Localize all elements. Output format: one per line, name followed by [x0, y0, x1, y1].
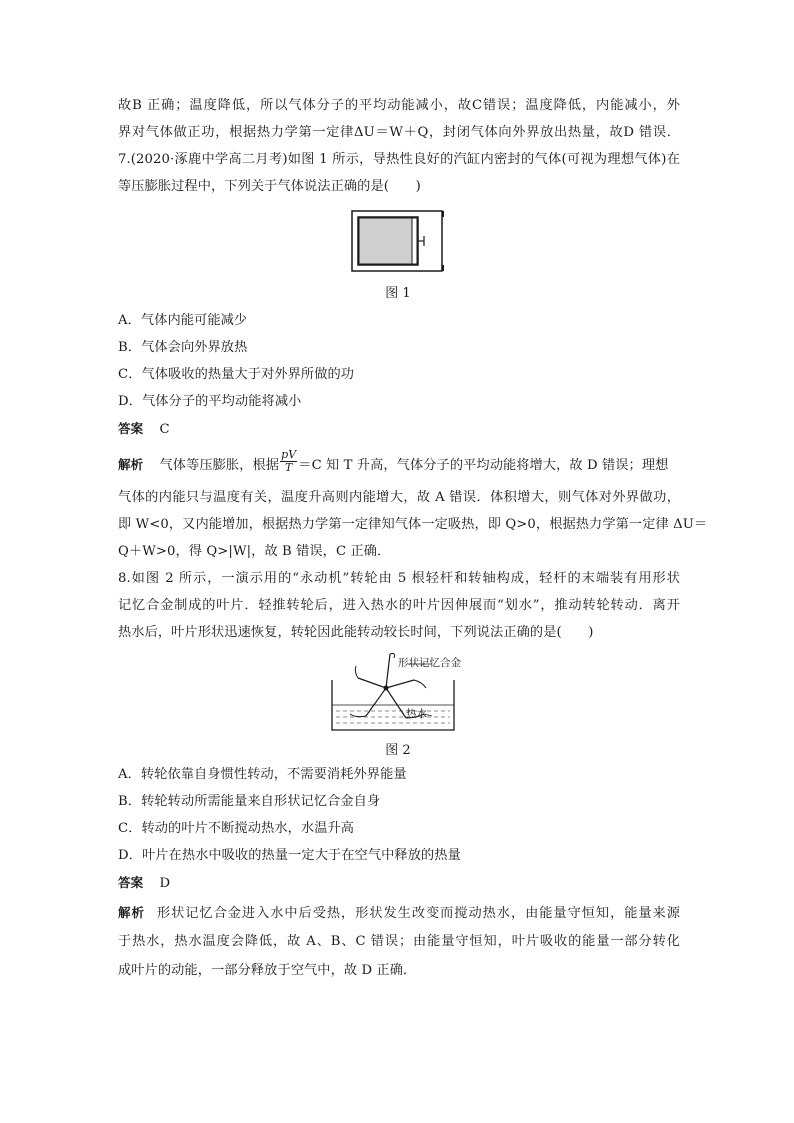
q8-answer	[118, 873, 170, 894]
q8-stem-line-1: 8.如图 2 所示，一演示用的“永动机”转轮由 5 根轻杆和转轴构成，轻杆的末端装有用形状	[118, 571, 680, 586]
q8-stem-line-3: 热水后，叶片形状迅速恢复，转轮因此能转动较长时间，下列说法正确的是( )	[118, 625, 594, 640]
q7-option-c: C．气体吸收的热量大于对外界所做的功	[118, 367, 355, 382]
gas-region	[359, 218, 412, 264]
q8-analysis-label: 解析	[118, 905, 145, 920]
q8-option-d: D．叶片在热水中吸收的热量一定大于在空气中释放的热量	[118, 848, 461, 863]
prev-explanation-line-1: 故B 正确；温度降低，所以气体分子的平均动能减小，故C错误；温度降低，内能减小，外	[118, 98, 680, 113]
blade-2	[414, 680, 426, 688]
blade-1	[390, 654, 395, 659]
q7-analysis-line-3: 即 W<0，又内能增加，根据热力学第一定律知气体一定吸热，即 Q>0，根据热力学第一定律 ΔU＝	[118, 517, 708, 532]
figure-1-caption: 图 1	[385, 286, 411, 301]
q7-analysis-pre: 气体等压膨胀，根据	[159, 458, 280, 473]
q7-analysis-line-1	[118, 448, 669, 476]
pv-over-t-fraction	[280, 449, 297, 474]
q8-answer-value: D	[159, 876, 171, 891]
figure-2-label-alloy: 形状记忆合金	[398, 657, 461, 669]
blade-4	[350, 714, 366, 717]
fraction-numerator: pV	[281, 448, 297, 461]
q7-answer	[118, 419, 170, 440]
q7-stem-line-1: 7.(2020·涿鹿中学高二月考)如图 1 所示，导热性良好的汽缸内密封的气体(可视为理想气体)在	[118, 152, 680, 167]
q7-stem-line-2: 等压膨胀过程中，下列关于气体说法正确的是( )	[118, 179, 421, 194]
q8-analysis-line-3: 成叶片的动能，一部分释放于空气中，故 D 正确．	[118, 963, 417, 978]
cylinder-lip-top	[442, 211, 444, 217]
q8-answer-label: 答案	[118, 875, 144, 890]
cylinder-lip-bottom	[442, 265, 444, 271]
figure-2-label-water: 热水	[406, 708, 427, 720]
spoke-2	[386, 680, 414, 688]
spoke-4	[366, 688, 386, 716]
piston	[412, 218, 417, 264]
prev-explanation-line-2: 界对气体做正功，根据热力学第一定律ΔU＝W＋Q，封闭气体向外界放出热量，故D 错误．	[118, 125, 680, 140]
q7-answer-label: 答案	[118, 421, 144, 436]
figure-1-cylinder-diagram	[348, 208, 448, 278]
q7-answer-value: C	[159, 422, 170, 437]
q8-option-a: A．转轮依靠自身惯性转动，不需要消耗外界能量	[118, 767, 407, 782]
figure-2-caption: 图 2	[385, 743, 411, 758]
q8-analysis-line-2: 于热水，热水温度会降低，故 A、B、C 错误；由能量守恒知，叶片吸收的能量一部分转化	[118, 934, 680, 949]
q8-option-c: C．转动的叶片不断搅动热水，水温升高	[118, 821, 355, 836]
spoke-5	[358, 678, 386, 688]
q8-option-b: B．转轮转动所需能量来自形状记忆合金自身	[118, 794, 381, 809]
q7-option-b: B．气体会向外界放热	[118, 340, 248, 355]
q8-analysis-line-1	[118, 903, 680, 924]
q7-analysis-line-4: Q＋W>0，得 Q>|W|，故 B 错误，C 正确．	[118, 544, 391, 559]
q7-option-d: D．气体分子的平均动能将减小	[118, 394, 302, 409]
q7-analysis-line-2: 气体的内能只与温度有关，温度升高则内能增大，故 A 错误．体积增大，则气体对外界做功，	[118, 490, 680, 505]
spoke-3	[386, 688, 406, 718]
q7-analysis-post: ＝C 知 T 升高，气体分子的平均动能将增大，故 D 错误；理想	[298, 458, 669, 473]
blade-5	[355, 666, 358, 678]
q8-analysis-text-1: 形状记忆合金进入水中后受热，形状发生改变而搅动热水，由能量守恒知，能量来源	[156, 906, 680, 921]
fraction-denominator: T	[284, 461, 293, 474]
spoke-1	[386, 654, 390, 688]
q7-analysis-label: 解析	[118, 457, 144, 472]
q7-option-a: A．气体内能可能减少	[118, 313, 248, 328]
q8-stem-line-2: 记忆合金制成的叶片．轻推转轮后，进入热水的叶片因伸展而“划水”，推动转轮转动．离开	[118, 598, 680, 613]
